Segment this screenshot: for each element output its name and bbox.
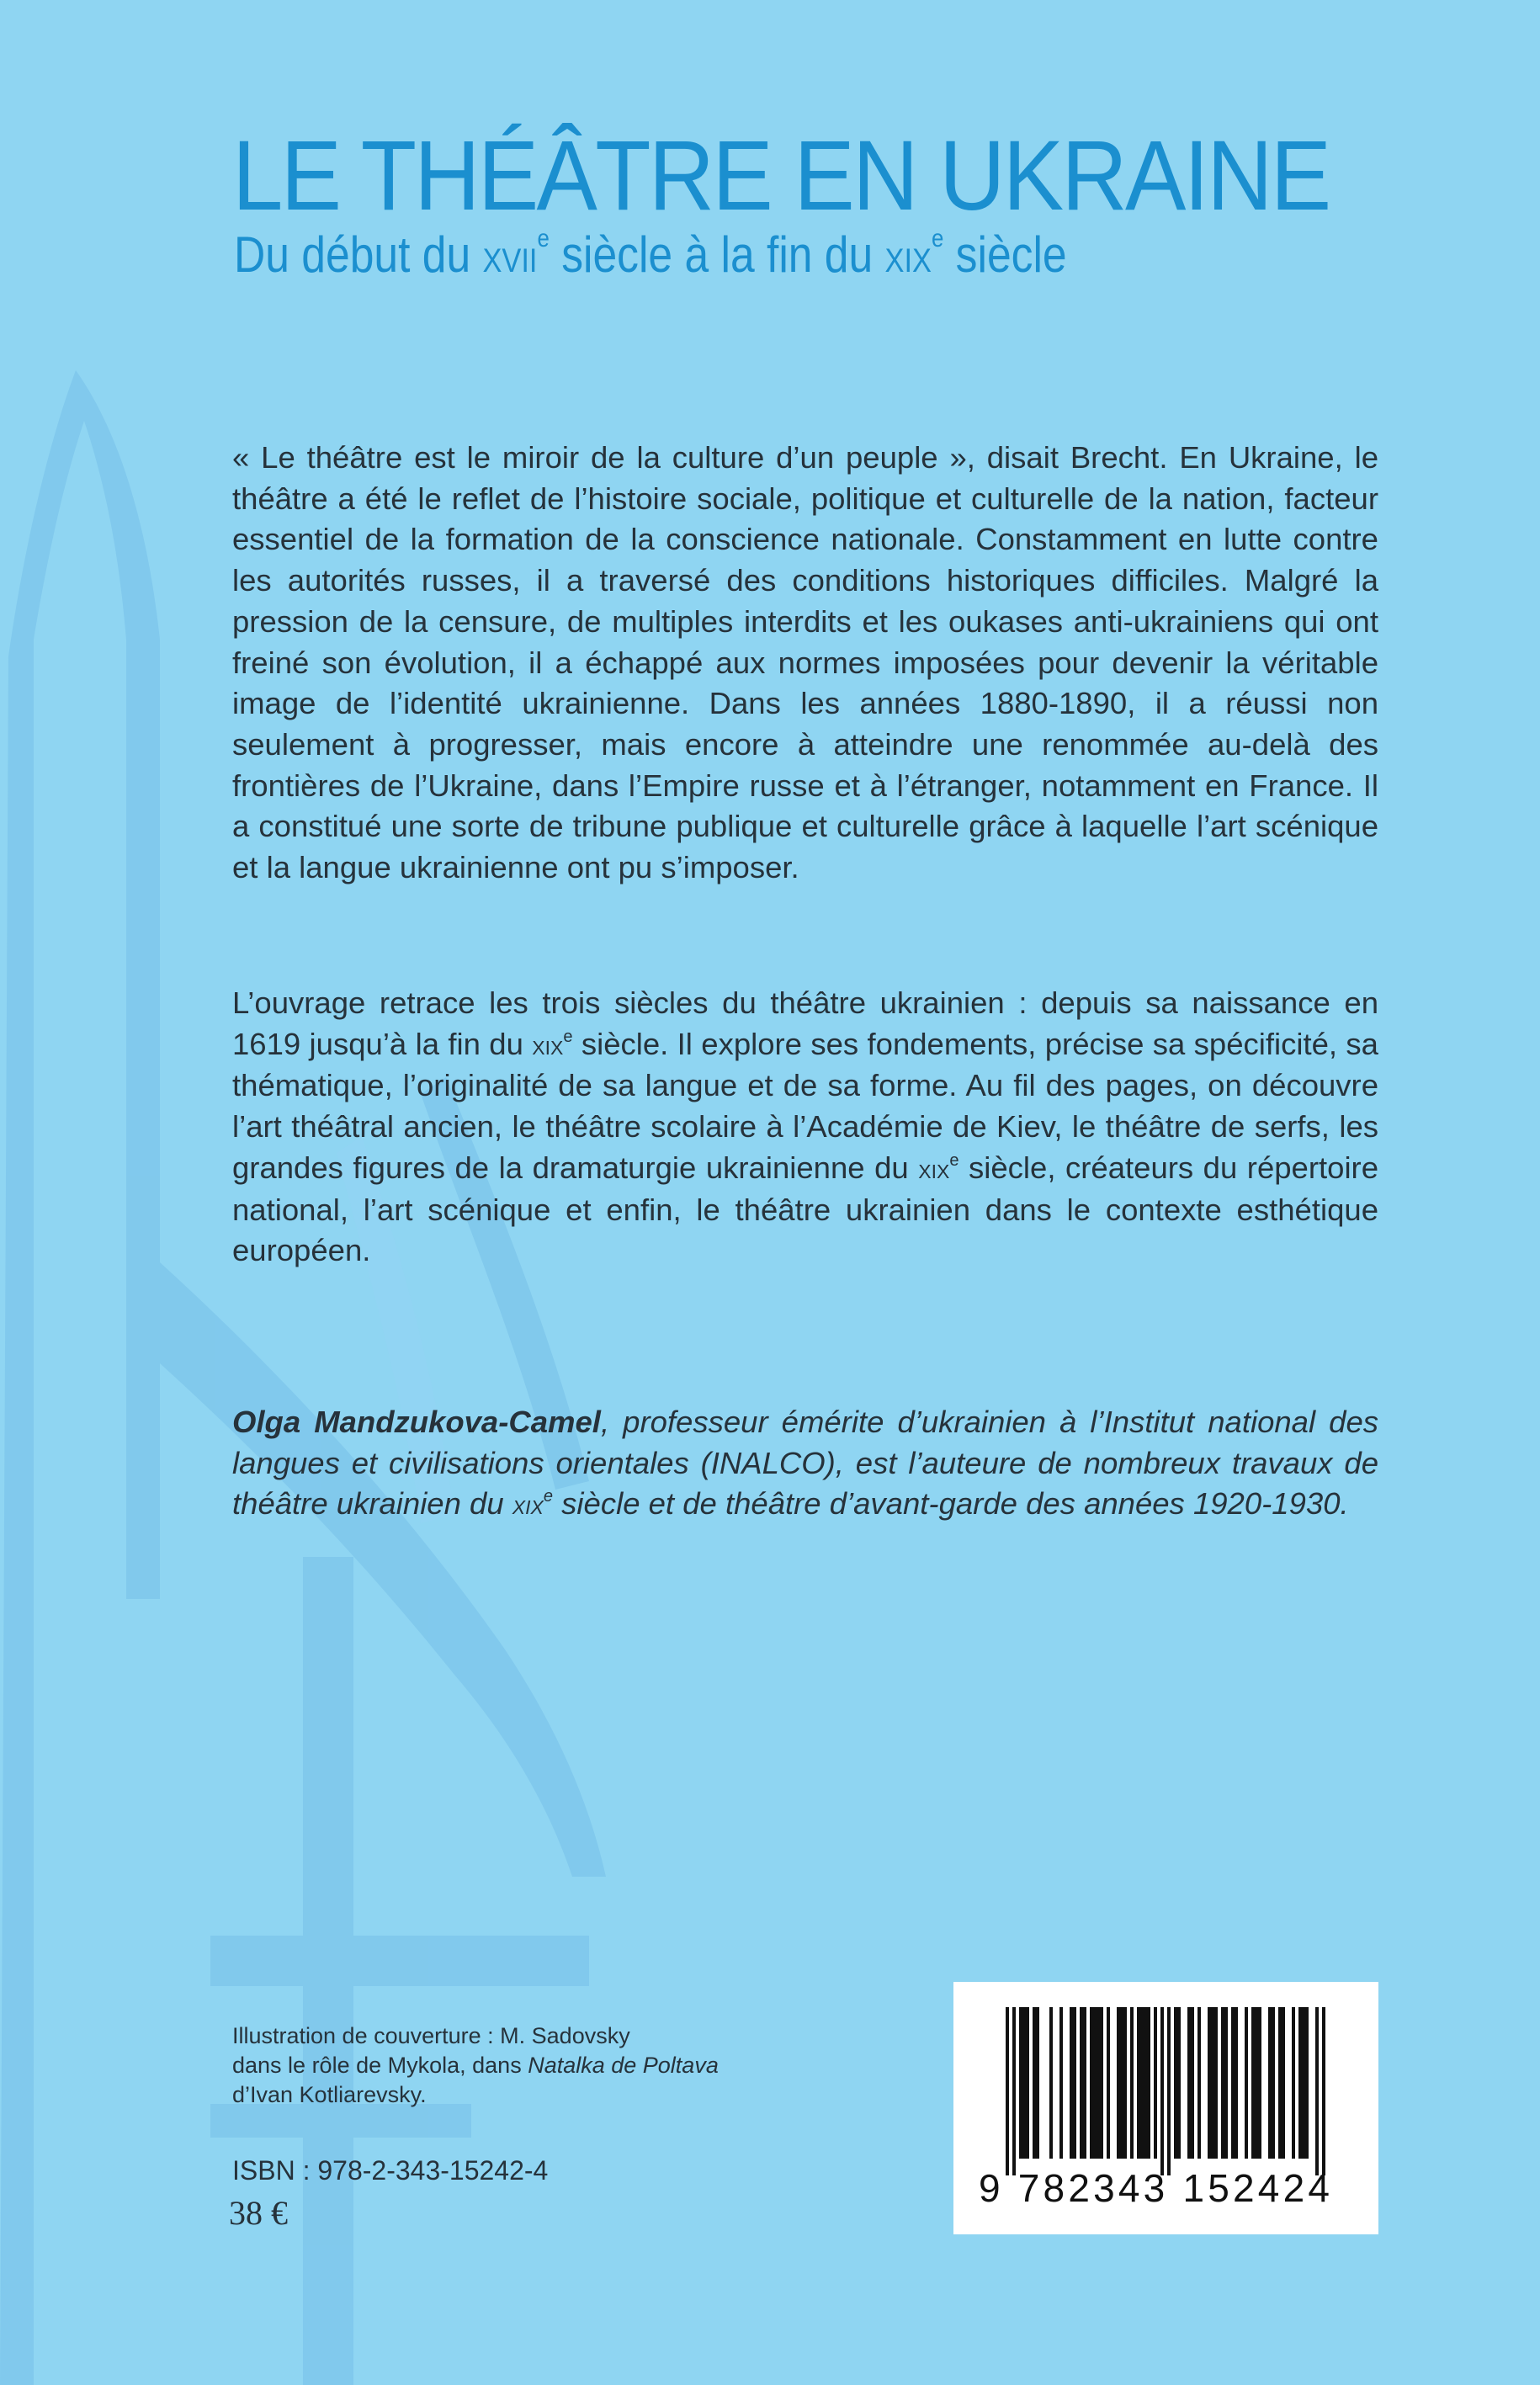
- author-bio-part2: siècle et de théâtre d’avant-garde des années 1920-1930.: [553, 1486, 1349, 1522]
- barcode-digits: 9 782343 152424: [979, 2166, 1334, 2210]
- barcode-bar: [1073, 2007, 1076, 2159]
- barcode-bar: [1144, 2007, 1147, 2159]
- barcode-bar: [1107, 2007, 1110, 2159]
- book-title: LE THÉÂTRE EN UKRAINE: [232, 120, 1330, 231]
- barcode-bar: [1140, 2007, 1144, 2159]
- barcode-bar: [1255, 2007, 1258, 2159]
- barcode-bar: [1070, 2007, 1073, 2159]
- barcode-bar: [1033, 2007, 1036, 2159]
- author-bio-century: xix: [512, 1489, 544, 1521]
- barcode-bar: [1120, 2007, 1123, 2159]
- barcode-bar: [1160, 2007, 1164, 2175]
- book-subtitle: [234, 227, 1067, 283]
- barcode-bar: [1282, 2007, 1285, 2159]
- barcode-bar: [1059, 2007, 1063, 2159]
- barcode-bar: [1012, 2007, 1016, 2175]
- subtitle-century-end-suffix: e: [931, 225, 944, 252]
- barcode-bar: [1022, 2007, 1026, 2159]
- credits-line-2: [232, 2051, 821, 2080]
- barcode-bar: [1080, 2007, 1083, 2159]
- barcode-bar: [1090, 2007, 1093, 2159]
- barcode-bar: [1224, 2007, 1228, 2159]
- barcode-bar: [1187, 2007, 1191, 2159]
- barcode-bar: [1191, 2007, 1194, 2159]
- description-paragraph-1-text: « Le théâtre est le miroir de la culture d’un peuple », disait Brecht. En Ukraine, le théâtre a été le reflet de l’histoire sociale, politique et culturelle de la nation, facteur essentiel de la formation de la conscience nationale. Constamment en lutte contre les autorités russes, il a traversé des conditions historiques difficiles. Malgré la pression de la censure, de multiples interdits et les oukases anti-ukrainiens qui ont freiné son évolution, il a échappé aux normes imposées pour devenir la véritable image de l’identité ukrainienne. Dans les années 1880-1890, il a réussi non seulement à progresser, mais encore à atteindre une renommée au-delà des frontières de l’Ukraine, dans l’Empire russe et à l’étranger, notamment en France. Il a constitué une sorte de tribune publique et culturelle grâce à laquelle l’art scénique et la langue ukrainienne ont pu s’imposer.: [232, 440, 1378, 885]
- barcode-bar: [1137, 2007, 1140, 2159]
- barcode-bar: [1177, 2007, 1181, 2159]
- paragraph2-suffix2: e: [949, 1150, 959, 1170]
- price-label: 38 €: [229, 2194, 288, 2232]
- barcode-bar: [1298, 2007, 1302, 2159]
- barcode-bar: [1231, 2007, 1235, 2159]
- paragraph2-suffix: e: [563, 1027, 573, 1046]
- barcode-bar: [1251, 2007, 1255, 2159]
- barcode-bar: [1268, 2007, 1272, 2159]
- credits-line-3: d’Ivan Kotliarevsky.: [232, 2082, 427, 2107]
- barcode-bar: [1315, 2007, 1319, 2175]
- barcode-bar: [1026, 2007, 1029, 2159]
- subtitle-part2: siècle à la fin du: [549, 226, 885, 283]
- subtitle-part3: siècle: [943, 226, 1067, 283]
- subtitle-century-end: xix: [884, 229, 932, 283]
- paragraph2-century: xix: [532, 1028, 564, 1060]
- author-name: Olga Mandzukova-Camel: [232, 1405, 601, 1439]
- barcode-bar: [1117, 2007, 1120, 2159]
- barcode-bar: [1097, 2007, 1100, 2159]
- credits-play-title: Natalka de Poltava: [528, 2053, 719, 2078]
- credits-line-2-prefix: dans le rôle de Mykola, dans: [232, 2053, 528, 2078]
- barcode-bar: [1130, 2007, 1134, 2159]
- barcode-bar: [1211, 2007, 1214, 2159]
- barcode-bar: [1174, 2007, 1177, 2159]
- barcode-bar: [1123, 2007, 1127, 2159]
- isbn-label: ISBN : 978-2-343-15242-4: [232, 2155, 549, 2186]
- barcode-bar: [1006, 2007, 1009, 2175]
- credits-line-1: Illustration de couverture : M. Sadovsky: [232, 2023, 630, 2048]
- barcode-bar: [1235, 2007, 1238, 2159]
- author-bio-suffix: e: [543, 1487, 554, 1506]
- barcode-bar: [1221, 2007, 1224, 2159]
- barcode-bar: [1093, 2007, 1097, 2159]
- barcode-bar: [1197, 2007, 1201, 2159]
- barcode-bar: [1049, 2007, 1053, 2159]
- barcode-bar: [1208, 2007, 1211, 2159]
- barcode-bar: [1154, 2007, 1157, 2159]
- author-bio-part1: , professeur émérite d’ukrainien à l’Institut national des langues et civilisations orientales (INALCO), est l’auteure de nombreux travaux de théâtre ukrainien du: [232, 1405, 1379, 1522]
- barcode-bar: [1302, 2007, 1305, 2159]
- cover-illustration-credits: [232, 2021, 821, 2110]
- author-bio: [232, 1402, 1378, 1526]
- paragraph2-part1: L’ouvrage retrace les trois siècles du théâtre ukrainien : depuis sa naissance en 1619 jusqu’à la fin du: [232, 985, 1378, 1061]
- barcode-bar: [1322, 2007, 1325, 2175]
- description-paragraph-2: [232, 983, 1378, 1272]
- subtitle-part1: Du début du: [234, 226, 483, 283]
- barcode-bar: [1100, 2007, 1103, 2159]
- barcode-bar: [1214, 2007, 1218, 2159]
- barcode-bar: [1305, 2007, 1309, 2159]
- barcode-bar: [1083, 2007, 1086, 2159]
- barcode-bar: [1019, 2007, 1022, 2159]
- barcode: [953, 1982, 1378, 2234]
- paragraph2-part2: siècle. Il explore ses fondements, précise sa spécificité, sa thématique, l’originalité de sa langue et de sa forme. Au fil des pages, on découvre l’art théâtral ancien, le théâtre scolaire à l’Académie de Kiev, le théâtre de serfs, les grandes figures de la dramaturgie ukrainienne du: [232, 1026, 1378, 1185]
- barcode-bar: [1245, 2007, 1248, 2159]
- barcode-bar: [1292, 2007, 1295, 2159]
- paragraph2-part3: siècle, créateurs du répertoire national, l’art scénique et enfin, le théâtre ukrainien dans le contexte esthétique européen.: [232, 1150, 1379, 1268]
- barcode-bar: [1278, 2007, 1282, 2159]
- subtitle-century-start: xvii: [482, 229, 538, 283]
- barcode-bar: [1258, 2007, 1261, 2159]
- paragraph2-century2: xix: [918, 1152, 950, 1184]
- barcode-bar: [1036, 2007, 1039, 2159]
- description-paragraph-1: [232, 438, 1378, 889]
- barcode-bar: [1147, 2007, 1150, 2159]
- subtitle-century-start-suffix: e: [537, 225, 550, 252]
- barcode-bar: [1272, 2007, 1275, 2159]
- barcode-bar: [1167, 2007, 1171, 2175]
